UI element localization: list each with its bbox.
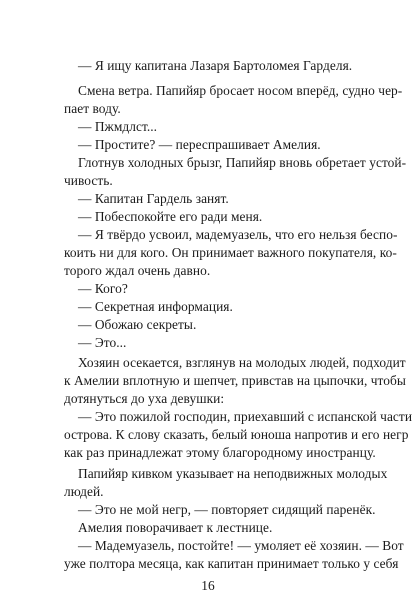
text-line: — Капитан Гардель занят. xyxy=(78,191,229,206)
text-line: — Я твёрдо усвоил, мадемуазель, что его нельзя беспо- xyxy=(78,227,398,242)
text-line: — Обожаю секреты. xyxy=(78,317,197,332)
text-line: коить ни для кого. Он принимает важного покупателя, ко- xyxy=(64,245,397,260)
text-line: Глотнув холодных брызг, Папийяр вновь обретает устой- xyxy=(78,155,407,170)
text-line: Папийяр кивком указывает на неподвижных молодых xyxy=(78,466,388,481)
text-line: торого ждал очень давно. xyxy=(64,263,211,278)
text-line: Амелия поворачивает к лестнице. xyxy=(78,520,273,535)
page-number: 16 xyxy=(201,578,215,593)
text-line: к Амелии вплотную и шепчет, привстав на цыпочки, чтобы xyxy=(64,373,406,388)
text-line: — Кого? xyxy=(78,281,128,296)
text-line: людей. xyxy=(64,484,104,499)
text-line: — Это пожилой господин, приехавший с испанской части xyxy=(78,409,413,424)
text-line: — Я ищу капитана Лазаря Бартоломея Гарделя. xyxy=(78,58,353,73)
text-line: острова. К слову сказать, белый юноша напротив и его негр xyxy=(64,427,409,442)
text-line: Смена ветра. Папийяр бросает носом вперёд, судно чер- xyxy=(78,83,403,98)
text-line: — Побеспокойте его ради меня. xyxy=(78,209,263,224)
text-line: — Мадемуазель, постойте! — умоляет её хозяин. — Вот xyxy=(78,538,404,553)
text-line: — Секретная информация. xyxy=(78,299,233,314)
text-line: чивость. xyxy=(64,173,113,188)
text-line: пает воду. xyxy=(64,101,121,116)
text-line: — Это не мой негр, — повторяет сидящий паренёк. xyxy=(78,502,376,517)
text-line: — Это... xyxy=(78,335,127,350)
text-line: — Пжмдлст... xyxy=(78,119,158,134)
text-line: дотянуться до уха девушки: xyxy=(64,391,225,406)
text-line: как раз принадлежат этому благородному иностранцу. xyxy=(64,445,376,460)
text-line: уже полтора месяца, как капитан принимает только у себя xyxy=(64,556,399,571)
text-line: Хозяин осекается, взглянув на молодых людей, подходит xyxy=(78,355,406,370)
text-line: — Простите? — переспрашивает Амелия. xyxy=(78,137,321,152)
